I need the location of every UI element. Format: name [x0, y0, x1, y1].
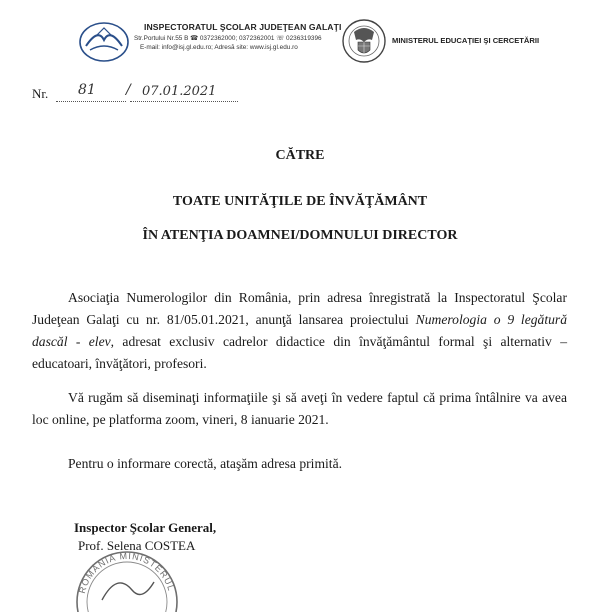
announcement-text-a: Asociaţia Numerologilor din România, prin adresa înregistrată la Inspectoratul Şcolar Judeţean Galaţi cu nr. 81/05.01.2021, anunţă lansarea proiectului — [32, 290, 567, 327]
paragraph-attachment — [32, 453, 567, 475]
svg-text:ROMÂNIA MINISTERUL — [77, 551, 177, 595]
registration-label: Nr. — [32, 86, 49, 101]
inspectorate-logo-icon — [78, 20, 130, 64]
date-underline — [130, 101, 238, 102]
ministry-name: MINISTERUL EDUCAŢIEI ŞI CERCETĂRII — [392, 36, 540, 45]
address-line: Str.Portului Nr.55 B ☎ 0372362000; 0372362001 ☏ 0236319396 — [134, 35, 322, 42]
attachment-text: Pentru o informare corectă, ataşăm adresa primită. — [68, 456, 343, 471]
heading-to: CĂTRE — [275, 148, 325, 163]
stamp-text: ROMÂNIA MINISTERUL — [76, 550, 177, 595]
heading-recipients: TOATE UNITĂŢILE DE ÎNVĂŢĂMÂNT — [172, 194, 428, 209]
institution-name: INSPECTORATUL ŞCOLAR JUDEŢEAN GALAŢI — [144, 22, 342, 32]
number-separator: / — [126, 82, 131, 98]
paragraph-dissemination — [32, 387, 567, 431]
signatory-name: Prof. Selena COSTEA — [78, 538, 196, 553]
announcement-text-b: , adresat exclusiv cadrelor didactice din învăţământul formal şi alternativ – educatoari, învăţători, profesori. — [32, 334, 567, 371]
contact-line: E-mail: info@isj.gl.edu.ro; Adresă site: www.isj.gl.edu.ro — [140, 44, 298, 51]
dissemination-text: Vă rugăm să diseminaţi informaţiile şi să aveţi în vedere faptul că prima întâlnire va avea loc online, pe platforma zoom, vineri, 8 ianuarie 2021. — [32, 390, 567, 427]
letterhead-text — [134, 22, 341, 51]
romania-coat-of-arms-icon — [342, 18, 386, 64]
registration-number: 81 — [78, 82, 96, 98]
paragraph-announcement — [32, 287, 567, 375]
signature-title: Inspector Şcolar General, — [74, 520, 217, 535]
registration-date: 07.01.2021 — [142, 84, 217, 99]
heading-attention: ÎN ATENŢIA DOAMNEI/DOMNULUI DIRECTOR — [142, 228, 458, 243]
number-underline — [56, 101, 126, 102]
project-title: Numerologia o 9 legătură dascăl - elev — [32, 312, 567, 349]
